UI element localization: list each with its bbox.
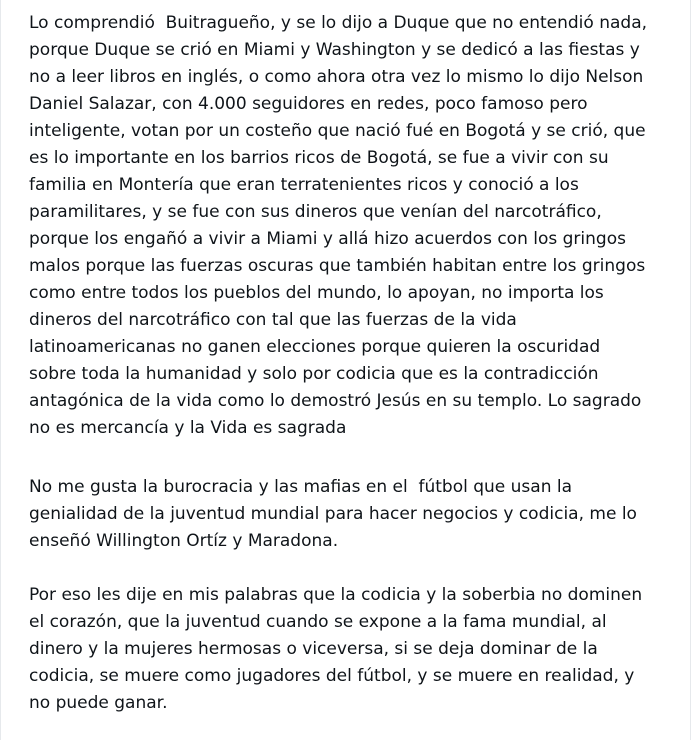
post-paragraph: [29, 10, 669, 442]
text-line: dineros del narcotráfico con tal que las fuerzas de la vida: [29, 310, 517, 330]
text-line: dinero y la mujeres hermosas o viceversa, si se deja dominar de la: [29, 639, 598, 659]
text-line: inteligente, votan por un costeño que nació fué en Bogotá y se crió, que: [29, 121, 646, 141]
text-line: genialidad de la juventud mundial para hacer negocios y codicia, me lo: [29, 504, 637, 524]
text-line: no es mercancía y la Vida es sagrada: [29, 418, 347, 438]
text-line: porque Duque se crió en Miami y Washington y se dedicó a las fiestas y: [29, 40, 640, 60]
post-paragraph: [29, 582, 669, 717]
text-line: porque los engañó a vivir a Miami y allá hizo acuerdos con los gringos: [29, 229, 626, 249]
text-line: es lo importante en los barrios ricos de Bogotá, se fue a vivir con su: [29, 148, 609, 168]
text-line: latinoamericanas no ganen elecciones porque quieren la oscuridad: [29, 337, 601, 357]
text-line: malos porque las fuerzas oscuras que también habitan entre los gringos: [29, 256, 646, 276]
text-line: no puede ganar.: [29, 693, 168, 713]
post-paragraph: [29, 474, 669, 555]
text-line: Daniel Salazar, con 4.000 seguidores en redes, poco famoso pero: [29, 94, 588, 114]
text-line: paramilitares, y se fue con sus dineros que venían del narcotráfico,: [29, 202, 602, 222]
text-line: Por eso les dije en mis palabras que la codicia y la soberbia no dominen: [29, 585, 643, 605]
text-line: sobre toda la humanidad y solo por codicia que es la contradicción: [29, 364, 599, 384]
text-line: codicia, se muere como jugadores del fútbol, y se muere en realidad, y: [29, 666, 635, 686]
text-line: Lo comprendió Buitragueño, y se lo dijo a Duque que no entendió nada,: [29, 13, 648, 33]
text-line: como entre todos los pueblos del mundo, lo apoyan, no importa los: [29, 283, 604, 303]
text-line: enseñó Willington Ortíz y Maradona.: [29, 531, 339, 551]
text-line: antagónica de la vida como lo demostró Jesús en su templo. Lo sagrado: [29, 391, 642, 411]
text-line: No me gusta la burocracia y las mafias en el fútbol que usan la: [29, 477, 573, 497]
text-line: no a leer libros en inglés, o como ahora otra vez lo mismo lo dijo Nelson: [29, 67, 644, 87]
text-line: familia en Montería que eran terratenientes ricos y conoció a los: [29, 175, 579, 195]
text-line: el corazón, que la juventud cuando se expone a la fama mundial, al: [29, 612, 607, 632]
